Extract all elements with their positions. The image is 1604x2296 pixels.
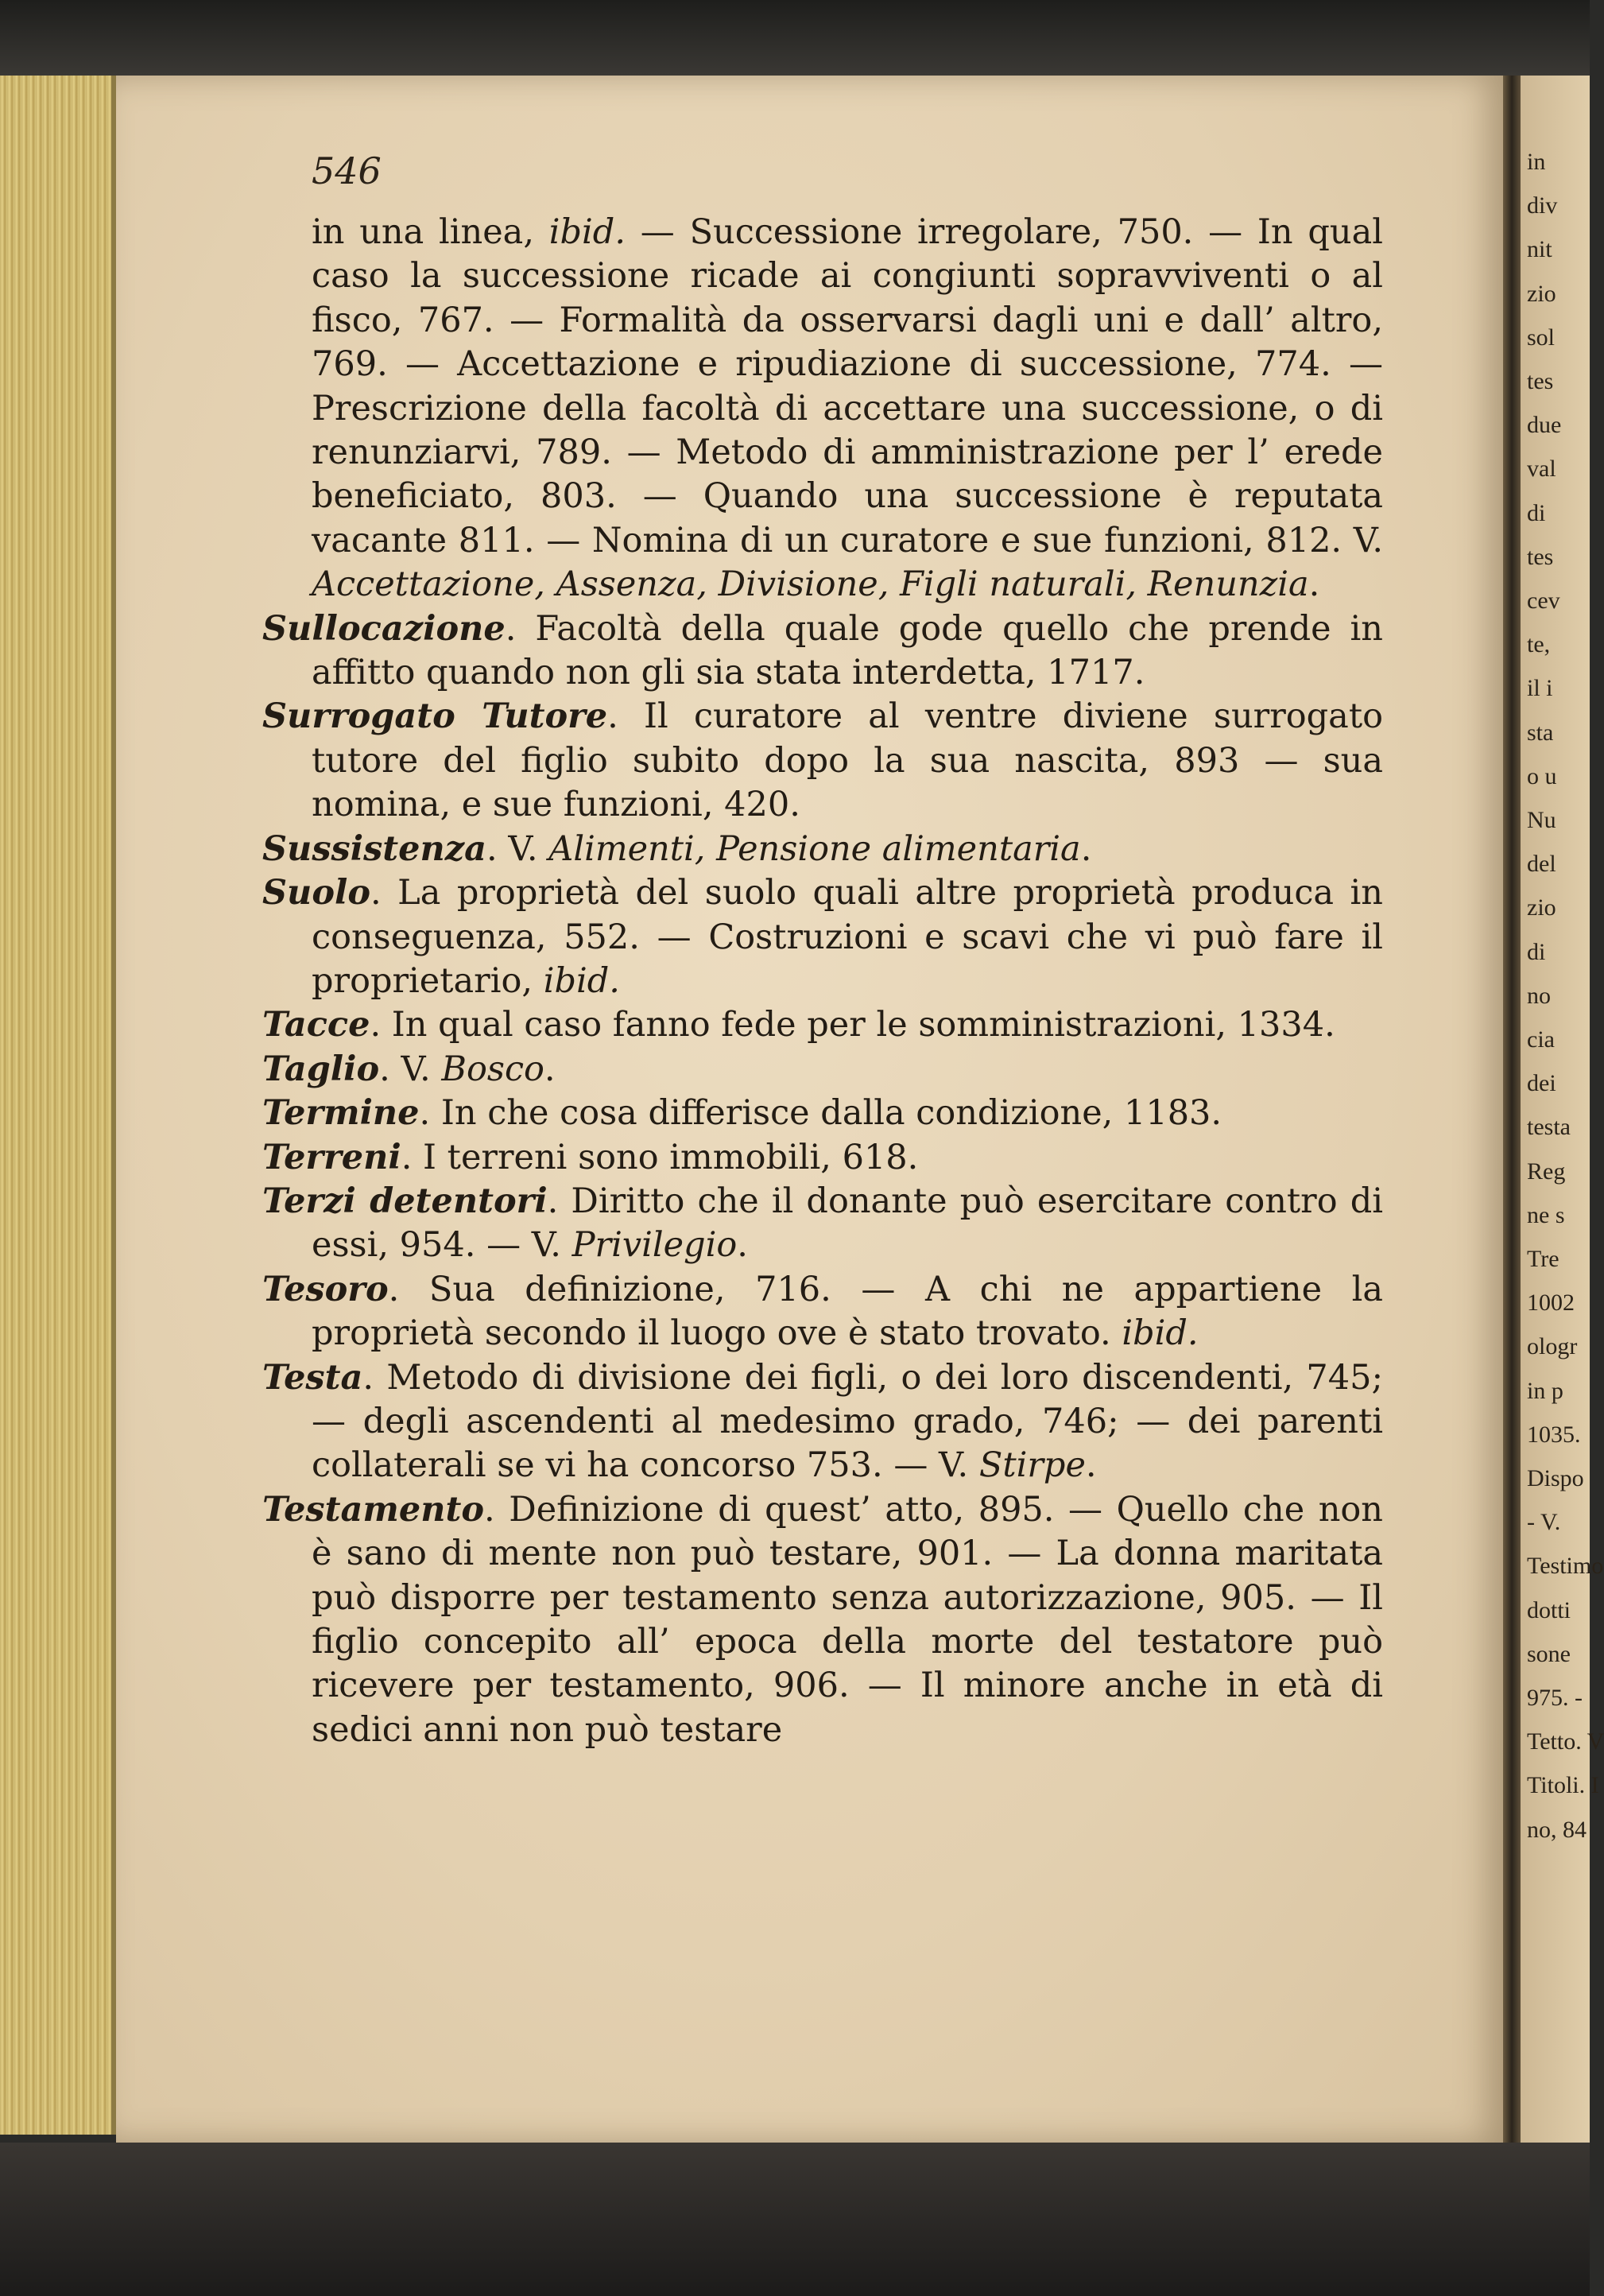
- facing-page-line: dei: [1527, 1070, 1556, 1097]
- facing-page-line: Nu: [1527, 807, 1556, 833]
- facing-page-line: Tetto. V: [1527, 1728, 1604, 1755]
- entry-text: .: [1080, 828, 1092, 869]
- facing-page-line: - V.: [1527, 1509, 1561, 1536]
- entry-headword: Suolo: [262, 873, 371, 913]
- facing-page-line: Testimo: [1527, 1553, 1604, 1580]
- entry-reference: Accettazione, Assenza, Divisione, Figli naturali, Renunzia: [312, 564, 1309, 605]
- entry-text: . Facoltà della quale gode quello che prende in affitto quando non gli sia stata interdetta, 1717.: [312, 608, 1383, 693]
- facing-page-line: nit: [1527, 236, 1552, 263]
- entry-reference: Bosco: [441, 1049, 544, 1089]
- facing-page-line: div: [1527, 192, 1558, 219]
- index-entry: [262, 211, 1383, 607]
- index-entry: [262, 828, 1383, 871]
- entry-headword: Surrogato Tutore: [262, 696, 608, 737]
- facing-page-line: di: [1527, 938, 1546, 965]
- entry-text: — Successione irregolare, 750. — In qual caso la successione ricade ai congiunti sopravviventi o al fisco, 767. — Formalità da osservarsi dagli uni e dall’ altro, 769. — Accettazione e ripudiazione di successione, 774. — Prescrizione della facoltà di accettare una successione, o di renunziarvi, 789. — Metodo di amministrazione per l’ erede beneficiato, 803. — Quando una successione è reputata vacante 811. — Nomina di un curatore e sue funzioni, 812. V.: [312, 212, 1383, 560]
- entry-text: . Definizione di quest’ atto, 895. — Quello che non è sano di mente non può testare, 901. — La donna maritata può disporre per testamento senza autorizzazione, 905. — Il figlio concepito all’ epoca della morte del testatore può ricevere per testamento, 906. — Il minore anche in età di sedici anni non può testare: [312, 1489, 1383, 1750]
- facing-page-line: ologr: [1527, 1333, 1578, 1360]
- facing-page-line: Dispo: [1527, 1465, 1584, 1491]
- entry-headword: Testa: [262, 1357, 363, 1398]
- facing-page-fragment: [1521, 76, 1604, 2143]
- entry-reference: ibid.: [1122, 1313, 1199, 1354]
- page-edges: [0, 76, 116, 2135]
- entry-text: . La proprietà del suolo quali altre proprietà produca in conseguenza, 552. — Costruzioni e scavi che vi può fare il proprietario,: [312, 873, 1383, 1001]
- index-entry: [262, 695, 1383, 827]
- entry-reference: ibid.: [548, 212, 626, 252]
- page-number: 546: [312, 149, 382, 192]
- entry-headword: Terzi detentori: [262, 1181, 548, 1221]
- facing-page-line: sol: [1527, 324, 1556, 351]
- entry-headword: Taglio: [262, 1049, 380, 1089]
- entry-text: .: [737, 1225, 748, 1266]
- facing-page-line: no: [1527, 982, 1551, 1009]
- entry-text: . Sua definizione, 716. — A chi ne appartiene la proprietà secondo il luogo ove è stato trovato.: [312, 1269, 1383, 1354]
- facing-page-line: val: [1527, 456, 1556, 483]
- book-gutter: [1503, 76, 1521, 2143]
- index-entry: [262, 1356, 1383, 1488]
- entry-text: . Metodo di divisione dei figli, o dei loro discendenti, 745; — degli ascendenti al medesimo grado, 746; — dei parenti collaterali se vi ha concorso 753. — V.: [312, 1357, 1383, 1486]
- entry-headword: Sussistenza: [262, 828, 487, 869]
- facing-page-line: 975. -: [1527, 1685, 1583, 1711]
- facing-page-line: in p: [1527, 1377, 1563, 1404]
- index-entry: [262, 871, 1383, 1003]
- entry-text: . In qual caso fanno fede per le somministrazioni, 1334.: [370, 1005, 1335, 1045]
- facing-page-line: sone: [1527, 1640, 1571, 1667]
- facing-page-line: 1035.: [1527, 1421, 1581, 1448]
- entry-headword: Testamento: [262, 1489, 485, 1530]
- facing-page-line: del: [1527, 851, 1556, 878]
- entry-text: .: [1308, 564, 1320, 605]
- index-entry: [262, 1092, 1383, 1135]
- entry-text: .: [544, 1049, 556, 1089]
- entry-reference: Alimenti, Pensione alimentaria: [548, 828, 1081, 869]
- index-entry: [262, 1488, 1383, 1752]
- book-bottom-edge: [0, 2143, 1590, 2296]
- index-text-block: [262, 211, 1383, 1752]
- entry-text: . V.: [379, 1049, 442, 1089]
- facing-page-line: o u: [1527, 762, 1557, 789]
- index-entry: [262, 1048, 1383, 1092]
- entry-headword: Termine: [262, 1093, 420, 1134]
- facing-page-line: no, 84: [1527, 1816, 1587, 1843]
- entry-text: in una linea,: [312, 212, 549, 252]
- facing-page-line: te,: [1527, 631, 1551, 658]
- entry-text: . V.: [486, 828, 549, 869]
- facing-page-line: sta: [1527, 719, 1554, 746]
- index-entry: [262, 1180, 1383, 1268]
- entry-text: . Il curatore al ventre diviene surrogato tutore del figlio subito dopo la sua nascita, 893 — sua nomina, e sue funzioni, 420.: [312, 696, 1383, 825]
- facing-page-line: zio: [1527, 894, 1556, 921]
- entry-reference: ibid.: [543, 960, 620, 1001]
- facing-page-line: ne s: [1527, 1201, 1565, 1228]
- facing-page-line: due: [1527, 412, 1562, 439]
- facing-page-line: tes: [1527, 543, 1554, 570]
- facing-page-line: tes: [1527, 368, 1554, 394]
- entry-headword: Terreni: [262, 1137, 401, 1177]
- facing-page-line: in: [1527, 149, 1546, 175]
- entry-text: .: [1085, 1445, 1097, 1486]
- index-entry: [262, 607, 1383, 696]
- entry-text: . I terreni sono immobili, 618.: [401, 1137, 919, 1177]
- entry-text: . In che cosa differisce dalla condizione, 1183.: [419, 1093, 1222, 1134]
- facing-page-line: Reg: [1527, 1158, 1566, 1185]
- entry-text: . Diritto che il donante può esercitare contro di essi, 954. — V.: [312, 1181, 1383, 1266]
- facing-page-line: Titoli. I: [1527, 1772, 1599, 1799]
- entry-headword: Tacce: [262, 1005, 370, 1045]
- facing-page-line: zio: [1527, 280, 1556, 307]
- facing-page-line: il i: [1527, 675, 1553, 702]
- index-entry: [262, 1003, 1383, 1047]
- facing-page-line: di: [1527, 499, 1546, 526]
- index-entry: [262, 1268, 1383, 1356]
- facing-page-line: testa: [1527, 1114, 1571, 1141]
- entry-reference: Privilegio: [571, 1225, 738, 1266]
- entry-reference: Stirpe: [978, 1445, 1086, 1486]
- index-entry: [262, 1136, 1383, 1180]
- facing-page-line: cev: [1527, 588, 1560, 614]
- facing-page-line: dotti: [1527, 1596, 1571, 1623]
- facing-page-line: cia: [1527, 1026, 1555, 1053]
- entry-headword: Sullocazione: [262, 608, 506, 649]
- entry-headword: Tesoro: [262, 1269, 389, 1309]
- facing-page-line: Tre: [1527, 1246, 1559, 1272]
- facing-page-line: 1002: [1527, 1290, 1575, 1317]
- book-top-edge: [0, 0, 1590, 76]
